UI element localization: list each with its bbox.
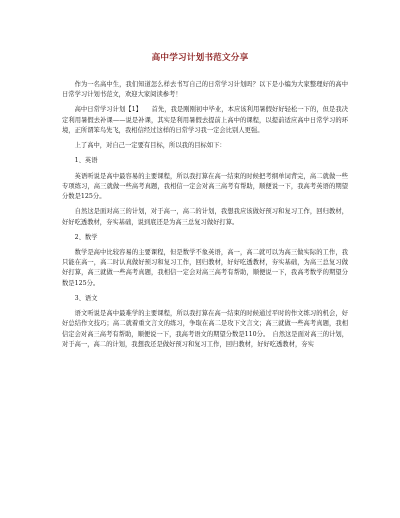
intro-paragraph: 作为一名高中生，我们知道怎么样去书写自己的日常学习计划吗？以下是小编为大家整理好的高中日常学习计划书范文，欢迎大家阅读参考！ [62,81,348,99]
section-heading-english: 1、英语 [74,157,98,165]
goals-intro-paragraph: 上了高中，对自己一定要有目标，所以我的目标如下： [74,142,226,150]
english-paragraph: 英语听说是高中最容易的主要课程，所以我打算在高一结束的时候把考纲单词背完，高二就做一些专项练习，高三就做一些高考真题，我相信一定会对高三高考有帮助，顺便说一下，我高考英语的期望分数是125分。 [62,172,348,201]
section-heading-math: 2、数学 [74,233,98,241]
english-followup-paragraph: 自然这是面对高三的计划，对于高一，高二的计划，我想我应该做好预习和复习工作，回归教材，好好吃透教材，夯实基础，说到底还是为高三总复习做好打算。 [62,208,348,226]
math-paragraph: 数学是高中比较容易的主要课程，但是数学不象英语，高一，高二就可以为高三做实际的工作，我只能在高一，高二时认真做好预习和复习工作，回归教材，好好吃透教材，夯实基础，为高三总复习做好打算，高三就做一些高考真题，我相信一定会对高三高考有帮助，顺便说一下，我高考数学的期望分数是125分。 [62,249,348,287]
plan-1-paragraph: 高中日常学习计划【1】 首先，我是刚刚初中毕业，本应该利用暑假好好轻松一下的，但是我决定利用暑假去补课——说是补课，其实是利用暑假去提前上高中的课程，以提前适应高中日常学习的环境，正所谓笨鸟先飞，我相信经过这样的日常学习我一定会比别人更强。 [62,106,348,134]
document-title: 高中学习计划书范文分享 [151,53,249,63]
document-body [62,80,348,355]
section-heading-chinese: 3、语文 [74,294,98,302]
chinese-paragraph: 语文听说是高中最难学的主要课程，所以我打算在高一结束的时候通过平时的作文练习的机会，好好总结作文技巧；高二就着重文言文的练习，争取在高二是攻下文言文；高三就做一些高考真题，我相信定会对高三高考有帮助，顺便说一下，我高考语文的期望分数是110分。 自然这是面对高三的计划，对于高一，高二的计划，我想我还是做好预习和复习工作，回归教材，好好吃透教材，夯实 [62,310,348,348]
